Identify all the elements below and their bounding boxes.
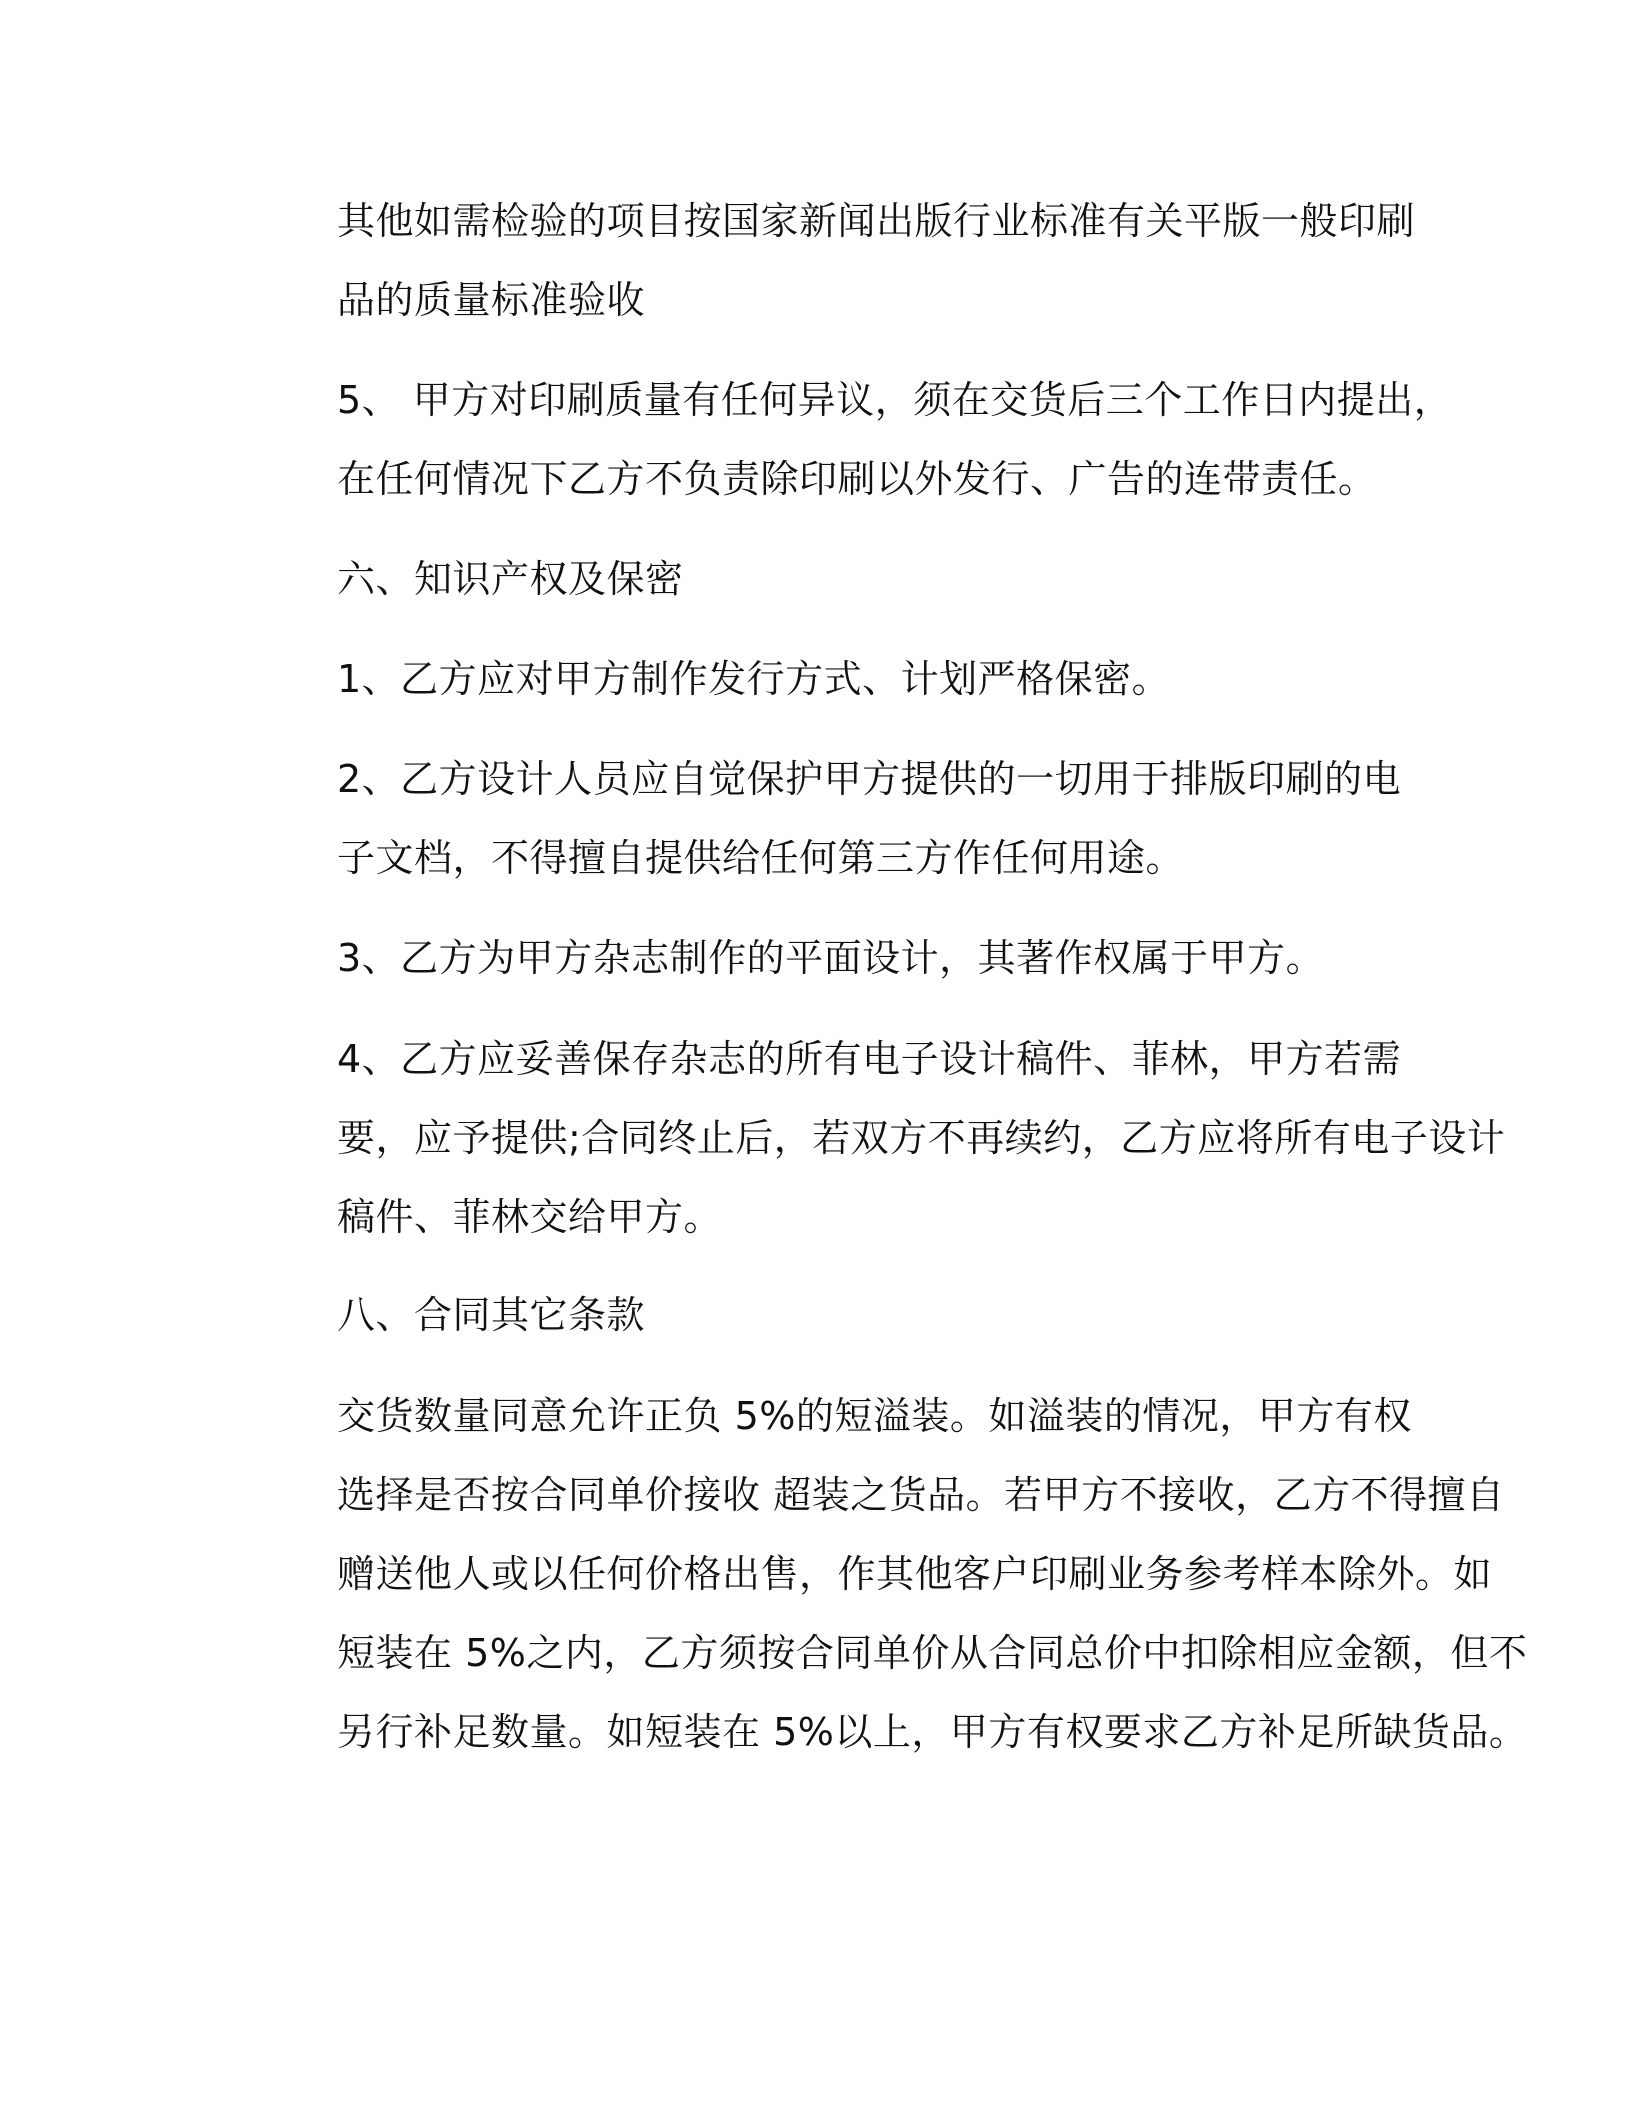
text-line: 4、乙方应妥善保存杂志的所有电子设计稿件、菲林，甲方若需 [337, 1037, 1402, 1081]
text-line: 子文档，不得擅自提供给任何第三方作任何用途。 [337, 836, 1185, 880]
text-line: 六、知识产权及保密 [337, 557, 684, 601]
text-line: 选择是否按合同单价接收 超装之货品。若甲方不接收，乙方不得擅自 [337, 1473, 1505, 1517]
clause-3-copyright [241, 919, 1403, 998]
text-line: 另行补足数量。如短装在 5%以上，甲方有权要求乙方补足所缺货品。 [337, 1710, 1528, 1754]
clause-2-documents [241, 740, 1403, 898]
text-line: 稿件、菲林交给甲方。 [337, 1195, 723, 1239]
clause-1-confidentiality [241, 640, 1403, 719]
text-line: 3、乙方为甲方杂志制作的平面设计，其著作权属于甲方。 [337, 936, 1325, 980]
text-line: 其他如需检验的项目按国家新闻出版行业标准有关平版一般印刷 [337, 199, 1416, 243]
text-line: 2、乙方设计人员应自觉保护甲方提供的一切用于排版印刷的电 [337, 757, 1402, 801]
text-line: 品的质量标准验收 [337, 278, 646, 322]
paragraph-quality-objection [241, 361, 1453, 519]
text-line: 八、合同其它条款 [337, 1293, 646, 1337]
text-line: 在任何情况下乙方不负责除印刷以外发行、广告的连带责任。 [337, 457, 1377, 501]
paragraph-inspection-standard [241, 182, 1416, 340]
section-heading-other-terms [241, 1276, 1403, 1355]
text-line: 要，应予提供;合同终止后，若双方不再续约，乙方应将所有电子设计 [337, 1116, 1506, 1160]
text-line: 赠送他人或以任何价格出售，作其他客户印刷业务参考样本除外。如 [337, 1552, 1493, 1596]
clause-4-storage [241, 1020, 1506, 1257]
section-heading-ip-confidentiality [241, 540, 1403, 619]
text-line: 1、乙方应对甲方制作发行方式、计划严格保密。 [337, 657, 1171, 701]
paragraph-quantity-tolerance [241, 1377, 1528, 1772]
text-line: 短装在 5%之内，乙方须按合同单价从合同总价中扣除相应金额，但不 [337, 1631, 1528, 1675]
text-line: 5、 甲方对印刷质量有任何异议，须在交货后三个工作日内提出， [337, 378, 1453, 422]
text-line: 交货数量同意允许正负 5%的短溢装。如溢装的情况，甲方有权 [337, 1394, 1412, 1438]
